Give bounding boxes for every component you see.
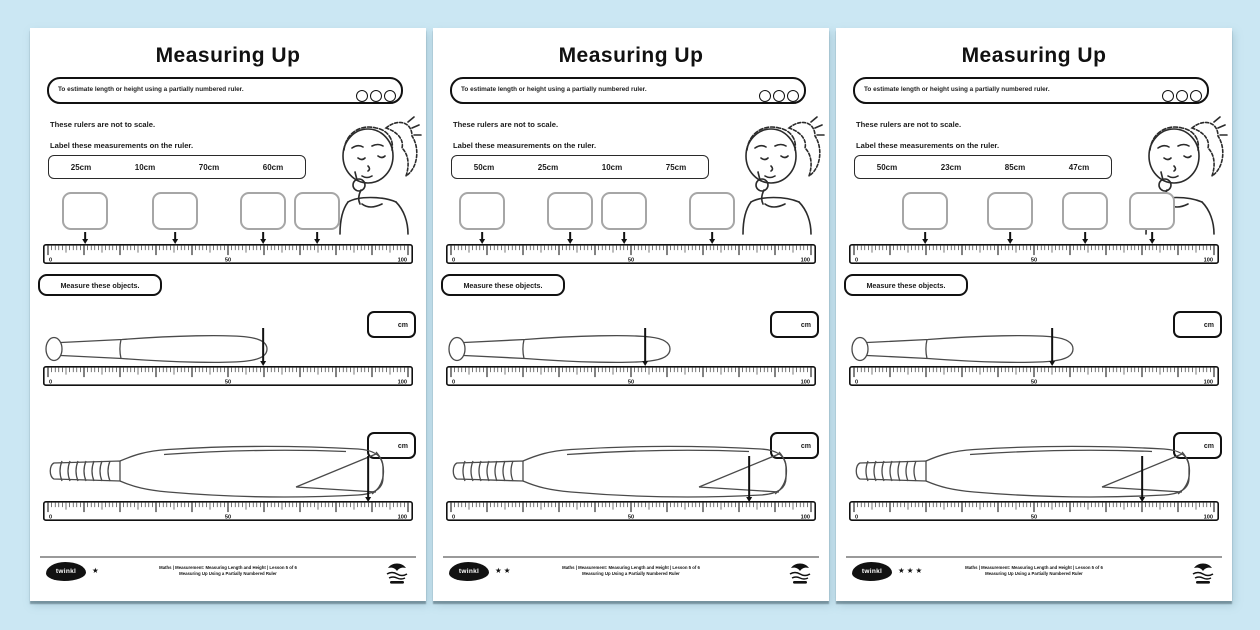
svg-text:0: 0	[855, 379, 859, 386]
measurement-value: 25cm	[70, 162, 92, 172]
ruler-pointer-arrow-icon	[623, 232, 625, 239]
assessment-circle-icon	[787, 90, 799, 102]
svg-text:0: 0	[49, 257, 53, 264]
ruler-bottom	[849, 501, 1219, 521]
page-title: Measuring Up	[961, 44, 1107, 67]
assessment-circle-icon	[384, 90, 396, 102]
measurement-value: 10cm	[134, 162, 156, 172]
measure-objects-heading: Measure these objects.	[60, 280, 140, 290]
measurement-value: 60cm	[262, 162, 284, 172]
svg-text:0: 0	[49, 379, 53, 386]
difficulty-star-rating: ★	[92, 566, 101, 575]
answer-label-box	[294, 192, 340, 230]
svg-text:100: 100	[800, 257, 810, 264]
bat-length-arrow-icon	[1051, 328, 1053, 361]
ruler-pointer-arrow-icon	[569, 232, 571, 239]
footer-divider	[846, 556, 1222, 558]
assessment-circle-icon	[1190, 90, 1202, 102]
svg-text:50: 50	[627, 257, 635, 264]
twinkl-cloud-logo	[449, 562, 489, 581]
footer-divider	[443, 556, 819, 558]
twinkl-cloud-logo	[46, 562, 86, 581]
measure-objects-heading: Measure these objects.	[463, 280, 543, 290]
ruler-pointer-arrow-icon	[1084, 232, 1086, 239]
answer-label-box	[152, 192, 198, 230]
measure-objects-heading-box	[844, 274, 968, 296]
bat-length-arrow-icon	[748, 456, 750, 497]
ruler-middle	[849, 366, 1219, 386]
svg-text:50: 50	[627, 379, 635, 386]
ruler-pointer-arrow-icon	[262, 232, 264, 239]
measurement-value: 23cm	[940, 162, 962, 172]
unit-label: cm	[397, 443, 408, 450]
svg-text:50: 50	[1030, 379, 1038, 386]
measurement-value: 25cm	[537, 162, 559, 172]
assessment-circle-icon	[356, 90, 368, 102]
svg-text:50: 50	[1030, 514, 1038, 521]
page-title: Measuring Up	[558, 44, 704, 67]
publisher-crest-logo	[1190, 560, 1216, 586]
measurement-value: 75cm	[665, 162, 687, 172]
thinking-girl-icon	[731, 114, 827, 236]
unit-label: cm	[1203, 443, 1214, 450]
svg-text:50: 50	[224, 514, 232, 521]
bat-length-arrow-icon	[644, 328, 646, 361]
assessment-circles-icon	[1162, 90, 1202, 102]
ruler-bottom	[43, 501, 413, 521]
ruler-pointer-arrow-icon	[316, 232, 318, 239]
svg-text:50: 50	[627, 514, 635, 521]
measurement-value: 10cm	[601, 162, 623, 172]
label-instruction: Label these measurements on the ruler.	[856, 141, 1000, 150]
worksheet-page	[30, 28, 426, 601]
footer-lesson-info	[918, 565, 1150, 577]
answer-label-box	[547, 192, 593, 230]
svg-text:0: 0	[452, 379, 456, 386]
learning-objective-text: To estimate length or height using a partially numbered ruler.	[461, 86, 647, 93]
unit-label: cm	[1203, 322, 1214, 329]
svg-text:100: 100	[1203, 514, 1213, 521]
ruler-pointer-arrow-icon	[174, 232, 176, 239]
twinkl-cloud-logo	[852, 562, 892, 581]
answer-label-box	[62, 192, 108, 230]
svg-text:100: 100	[800, 379, 810, 386]
answer-label-box	[689, 192, 735, 230]
answer-unit-box	[770, 311, 819, 338]
footer-lesson-line2: Measuring Up Using a Partially Numbered Ruler	[582, 570, 680, 576]
ruler-pointer-arrow-icon	[1151, 232, 1153, 239]
assessment-circles-icon	[759, 90, 799, 102]
answer-unit-box	[1173, 311, 1222, 338]
ruler-middle	[43, 366, 413, 386]
worksheet-page	[433, 28, 829, 601]
svg-text:0: 0	[452, 257, 456, 264]
publisher-crest-logo	[787, 560, 813, 586]
svg-text:0: 0	[49, 514, 53, 521]
baseball-bat-icon	[850, 329, 1080, 369]
measurement-value: 47cm	[1068, 162, 1090, 172]
measure-objects-heading-box	[441, 274, 565, 296]
svg-text:50: 50	[224, 257, 232, 264]
brand-name: twinkl	[458, 568, 480, 575]
footer-lesson-info	[515, 565, 747, 577]
bat-length-arrow-icon	[262, 328, 264, 361]
measurement-value: 70cm	[198, 162, 220, 172]
difficulty-star-rating: ★★★	[898, 566, 925, 575]
measurement-value: 50cm	[876, 162, 898, 172]
worksheets-row	[30, 28, 1232, 630]
unit-label: cm	[397, 322, 408, 329]
learning-objective-text: To estimate length or height using a partially numbered ruler.	[58, 86, 244, 93]
svg-text:0: 0	[855, 514, 859, 521]
cricket-bat-icon	[46, 440, 391, 502]
assessment-circle-icon	[759, 90, 771, 102]
learning-objective-box	[450, 77, 806, 104]
measurements-list-box	[48, 155, 306, 179]
ruler-top	[43, 244, 413, 264]
ruler-pointer-arrow-icon	[924, 232, 926, 239]
answer-label-box	[601, 192, 647, 230]
ruler-pointer-arrow-icon	[1009, 232, 1011, 239]
measure-objects-heading: Measure these objects.	[866, 280, 946, 290]
measurements-list-box	[854, 155, 1112, 179]
footer-lesson-line1: Maths | Measurement: Measuring Length and Height | Lesson 5 of 6	[159, 565, 297, 570]
bat-length-arrow-icon	[1141, 456, 1143, 497]
answer-unit-box	[367, 311, 416, 338]
cricket-bat-icon	[449, 440, 794, 502]
footer-lesson-line1: Maths | Measurement: Measuring Length and Height | Lesson 5 of 6	[965, 565, 1103, 570]
svg-text:100: 100	[1203, 257, 1213, 264]
scale-note: These rulers are not to scale.	[50, 120, 156, 129]
baseball-bat-icon	[44, 329, 274, 369]
brand-name: twinkl	[861, 568, 883, 575]
page-title: Measuring Up	[155, 44, 301, 67]
assessment-circle-icon	[370, 90, 382, 102]
assessment-circle-icon	[1176, 90, 1188, 102]
svg-text:100: 100	[800, 514, 810, 521]
answer-label-box	[1129, 192, 1175, 230]
ruler-pointer-arrow-icon	[481, 232, 483, 239]
footer-divider	[40, 556, 416, 558]
ruler-top	[446, 244, 816, 264]
measurement-value: 85cm	[1004, 162, 1026, 172]
measurement-value: 50cm	[473, 162, 495, 172]
svg-text:100: 100	[397, 257, 407, 264]
difficulty-star-rating: ★★	[495, 566, 513, 575]
ruler-pointer-arrow-icon	[711, 232, 713, 239]
learning-objective-box	[47, 77, 403, 104]
assessment-circles-icon	[356, 90, 396, 102]
scale-note: These rulers are not to scale.	[856, 120, 962, 129]
learning-objective-text: To estimate length or height using a partially numbered ruler.	[864, 86, 1050, 93]
cricket-bat-icon	[852, 440, 1197, 502]
answer-label-box	[902, 192, 948, 230]
thinking-girl-icon	[328, 114, 424, 236]
ruler-bottom	[446, 501, 816, 521]
measure-objects-heading-box	[38, 274, 162, 296]
answer-label-box	[1062, 192, 1108, 230]
answer-label-box	[987, 192, 1033, 230]
unit-label: cm	[800, 322, 811, 329]
svg-text:0: 0	[855, 257, 859, 264]
learning-objective-box	[853, 77, 1209, 104]
worksheet-page	[836, 28, 1232, 601]
answer-label-box	[240, 192, 286, 230]
brand-name: twinkl	[55, 568, 77, 575]
label-instruction: Label these measurements on the ruler.	[453, 141, 597, 150]
svg-text:100: 100	[397, 379, 407, 386]
answer-label-box	[459, 192, 505, 230]
unit-label: cm	[800, 443, 811, 450]
ruler-pointer-arrow-icon	[84, 232, 86, 239]
ruler-top	[849, 244, 1219, 264]
svg-text:0: 0	[452, 514, 456, 521]
svg-text:100: 100	[397, 514, 407, 521]
assessment-circle-icon	[773, 90, 785, 102]
footer-lesson-info	[112, 565, 344, 577]
svg-text:100: 100	[1203, 379, 1213, 386]
svg-text:50: 50	[224, 379, 232, 386]
label-instruction: Label these measurements on the ruler.	[50, 141, 194, 150]
footer-lesson-line2: Measuring Up Using a Partially Numbered Ruler	[985, 570, 1083, 576]
footer-lesson-line2: Measuring Up Using a Partially Numbered Ruler	[179, 570, 277, 576]
ruler-middle	[446, 366, 816, 386]
publisher-crest-logo	[384, 560, 410, 586]
footer-lesson-line1: Maths | Measurement: Measuring Length and Height | Lesson 5 of 6	[562, 565, 700, 570]
bat-length-arrow-icon	[367, 456, 369, 497]
measurements-list-box	[451, 155, 709, 179]
svg-text:50: 50	[1030, 257, 1038, 264]
scale-note: These rulers are not to scale.	[453, 120, 559, 129]
assessment-circle-icon	[1162, 90, 1174, 102]
